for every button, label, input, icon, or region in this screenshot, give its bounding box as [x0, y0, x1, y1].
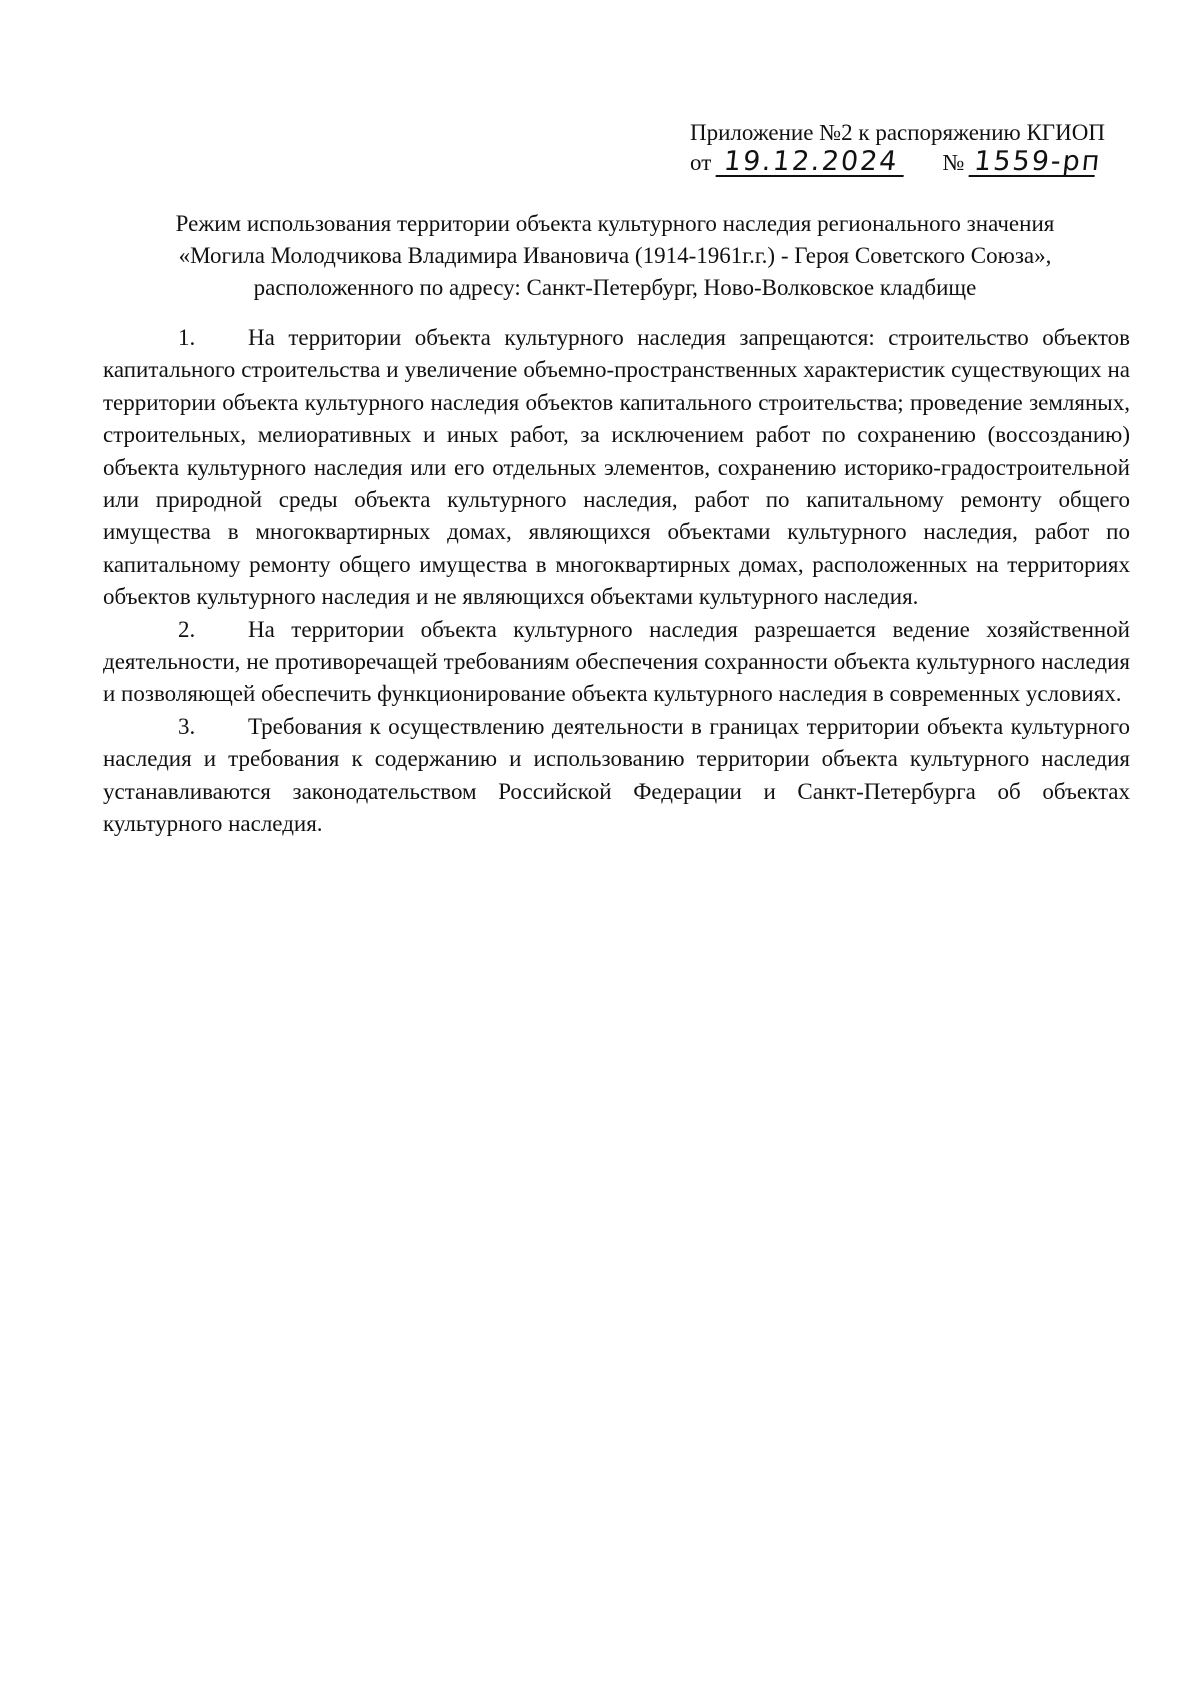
- document-title: [100, 208, 1130, 304]
- from-prefix: от: [690, 150, 712, 175]
- paragraph-number: 2.: [178, 616, 196, 642]
- paragraph-1: [103, 322, 1130, 614]
- paragraph-2: [103, 614, 1130, 711]
- order-date: 19.12.2024: [716, 149, 907, 177]
- number-sign: №: [942, 150, 965, 175]
- paragraph-text: На территории объекта культурного наследия разрешается ведение хозяйственной деятельности, не противоречащей требованиям обеспечения сохранности объекта культурного наследия и позволяющей обеспечить функционирование объекта культурного наследия в современных условиях.: [103, 616, 1130, 707]
- paragraph-text: Требования к осуществлению деятельности в границах территории объекта культурного наследия и требования к содержанию и использованию территории объекта культурного наследия устанавливаются законодательством Российской Федерации и Санкт-Петербурга об объектах культурного наследия.: [103, 713, 1130, 837]
- title-line-3: расположенного по адресу: Санкт-Петербург, Ново-Волковское кладбище: [253, 275, 977, 300]
- paragraph-number: 1.: [178, 325, 196, 350]
- order-number: 1559-рп: [969, 149, 1098, 177]
- title-line-1: Режим использования территории объекта культурного наследия регионального значения: [175, 211, 1055, 236]
- appendix-title: Приложение №2 к распоряжению КГИОП: [690, 120, 1105, 145]
- order-reference: [690, 148, 1140, 178]
- paragraph-number: 3.: [178, 713, 196, 739]
- document-body: [103, 322, 1130, 841]
- paragraph-text: На территории объекта культурного наследия запрещаются: строительство объектов капитального строительства и увеличение объемно-пространственных характеристик существующих на территории объекта культурного наследия объектов капитального строительства; проведение земляных, строительных, мелиоративных и иных работ, за исключением работ по сохранению (воссозданию) объекта культурного наследия или его отдельных элементов, сохранению историко-градостроительной или природной среды объекта культурного наследия, работ по капитальному ремонту общего имущества в многоквартирных домах, являющихся объектами культурного наследия, работ по капитальному ремонту общего имущества в многоквартирных домах, расположенных на территориях объектов культурного наследия и не являющихся объектами культурного наследия.: [103, 325, 1130, 610]
- appendix-header: [690, 118, 1140, 178]
- title-line-2: «Могила Молодчикова Владимира Ивановича (1914-1961г.г.) - Героя Советского Союза»,: [178, 243, 1052, 268]
- paragraph-3: [103, 711, 1130, 841]
